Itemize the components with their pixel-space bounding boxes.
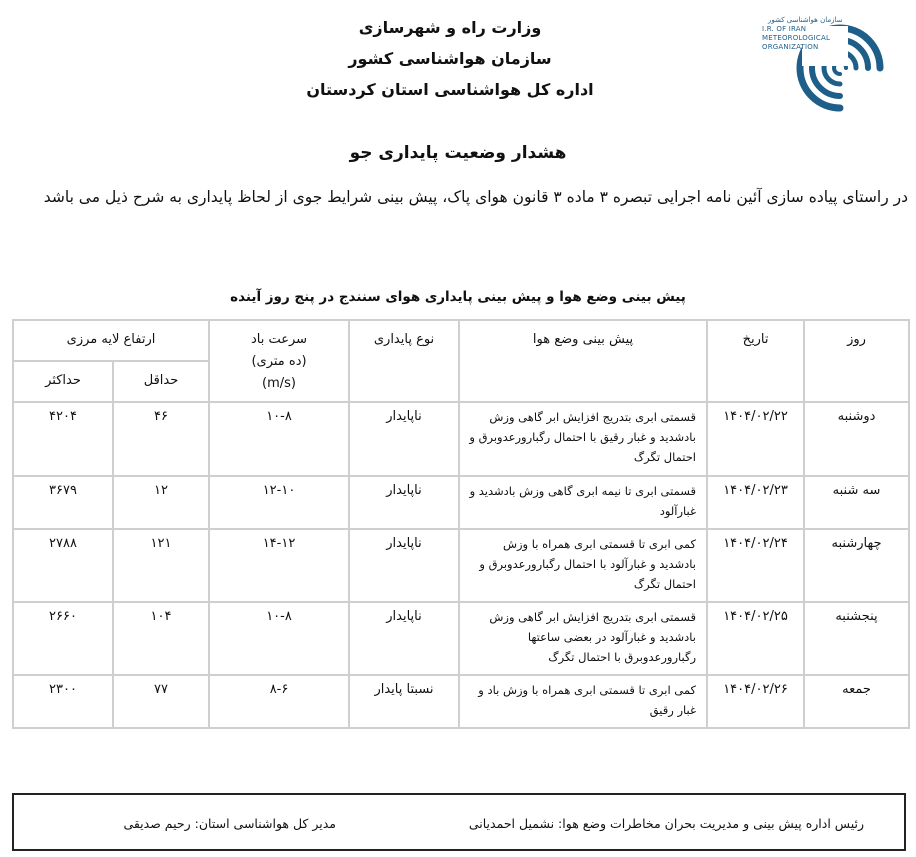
logo-english-line-3: ORGANIZATION — [762, 43, 819, 51]
organization-name: سازمان هواشناسی کشور — [348, 49, 552, 68]
cell-day: پنجشنبه — [804, 602, 909, 675]
cell-day: جمعه — [804, 675, 909, 728]
cell-weather: قسمتی ابری بتدریج افزایش ابر گاهی وزش بادشدید و غبار رقیق با احتمال رگبارورعدوبرق و احتمال تگرگ — [459, 402, 707, 476]
col-header-wind-speed — [209, 320, 349, 402]
ministry-name: وزارت راه و شهرسازی — [358, 18, 542, 37]
cell-date: ۱۴۰۴/۰۲/۲۲ — [707, 402, 804, 476]
col-header-stability: نوع پایداری — [349, 320, 459, 402]
cell-stability: ناپایدار — [349, 602, 459, 675]
cell-weather: کمی ابری تا قسمتی ابری همراه با وزش بادشدید و غبارآلود با احتمال رگبارورعدوبرق و احتمال تگرگ — [459, 529, 707, 602]
director-general-signature: مدیر کل هواشناسی استان: رحیم صدیقی — [123, 816, 336, 831]
cell-weather: کمی ابری تا قسمتی ابری همراه با وزش باد و غبار رقیق — [459, 675, 707, 728]
cell-day: چهارشنبه — [804, 529, 909, 602]
document-title: هشدار وضعیت پایداری جو — [349, 143, 567, 163]
cell-wind: ۸-۶ — [209, 675, 349, 728]
cell-stability: ناپایدار — [349, 476, 459, 529]
cell-wind: ۱۲-۱۰ — [209, 476, 349, 529]
cell-day: دوشنبه — [804, 402, 909, 476]
cell-wind: ۱۴-۱۲ — [209, 529, 349, 602]
cell-wind: ۱۰-۸ — [209, 602, 349, 675]
cell-date: ۱۴۰۴/۰۲/۲۵ — [707, 602, 804, 675]
cell-min: ۱۲ — [113, 476, 209, 529]
col-header-min: حداقل — [113, 361, 209, 402]
table-row — [13, 529, 909, 602]
cell-date: ۱۴۰۴/۰۲/۲۳ — [707, 476, 804, 529]
cell-stability: ناپایدار — [349, 529, 459, 602]
col-header-weather: پیش بینی وضع هوا — [459, 320, 707, 402]
logo-english-line-2: METEOROLOGICAL — [762, 34, 831, 42]
cell-weather: قسمتی ابری بتدریج افزایش ابر گاهی وزش بادشدید و غبارآلود در بعضی ساعتها رگبارورعدوبرق با احتمال تگرگ — [459, 602, 707, 675]
col-header-day: روز — [804, 320, 909, 402]
table-row — [13, 675, 909, 728]
cell-date: ۱۴۰۴/۰۲/۲۶ — [707, 675, 804, 728]
logo-persian-text: سازمان هواشناسی کشور — [768, 16, 843, 24]
cell-min: ۴۶ — [113, 402, 209, 476]
table-row — [13, 602, 909, 675]
table-row — [13, 402, 909, 476]
wind-header-line-2: (ده متری) — [251, 354, 307, 369]
cell-max: ۳۶۷۹ — [13, 476, 113, 529]
col-header-date: تاریخ — [707, 320, 804, 402]
cell-day: سه شنبه — [804, 476, 909, 529]
meteorological-organization-logo — [752, 16, 888, 114]
forecast-head-signature: رئیس اداره پیش بینی و مدیریت بحران مخاطرات وضع هوا: نشمیل احمدیانی — [468, 816, 864, 831]
table-caption: پیش بینی وضع هوا و پیش بینی پایداری هوای سنندج در پنج روز آینده — [230, 289, 686, 305]
wind-header-line-1: سرعت باد — [250, 332, 308, 347]
logo-english-line-1: I.R. OF IRAN — [762, 25, 807, 33]
cell-min: ۷۷ — [113, 675, 209, 728]
cell-wind: ۱۰-۸ — [209, 402, 349, 476]
cell-date: ۱۴۰۴/۰۲/۲۴ — [707, 529, 804, 602]
col-header-max: حداکثر — [13, 361, 113, 402]
intro-paragraph: در راستای پیاده سازی آئین نامه اجرایی تبصره ۳ ماده ۳ قانون هوای پاک، پیش بینی شرایط جوی از لحاظ پایداری به شرح ذیل می باشد — [43, 188, 908, 206]
cell-min: ۱۲۱ — [113, 529, 209, 602]
letterhead — [300, 12, 600, 105]
cell-max: ۲۷۸۸ — [13, 529, 113, 602]
table-header-row — [13, 320, 909, 361]
cell-stability: نسبتا پایدار — [349, 675, 459, 728]
table-row — [13, 476, 909, 529]
cell-max: ۲۳۰۰ — [13, 675, 113, 728]
wind-header-line-3: (m/s) — [262, 376, 296, 391]
forecast-table — [12, 319, 910, 729]
cell-min: ۱۰۴ — [113, 602, 209, 675]
cell-max: ۲۶۶۰ — [13, 602, 113, 675]
cell-stability: ناپایدار — [349, 402, 459, 476]
signature-box — [12, 793, 906, 851]
department-name: اداره کل هواشناسی استان کردستان — [306, 80, 594, 99]
cell-weather: قسمتی ابری تا نیمه ابری گاهی وزش بادشدید و غبارآلود — [459, 476, 707, 529]
cell-max: ۴۲۰۴ — [13, 402, 113, 476]
col-header-boundary-layer: ارتفاع لایه مرزی — [13, 320, 209, 361]
